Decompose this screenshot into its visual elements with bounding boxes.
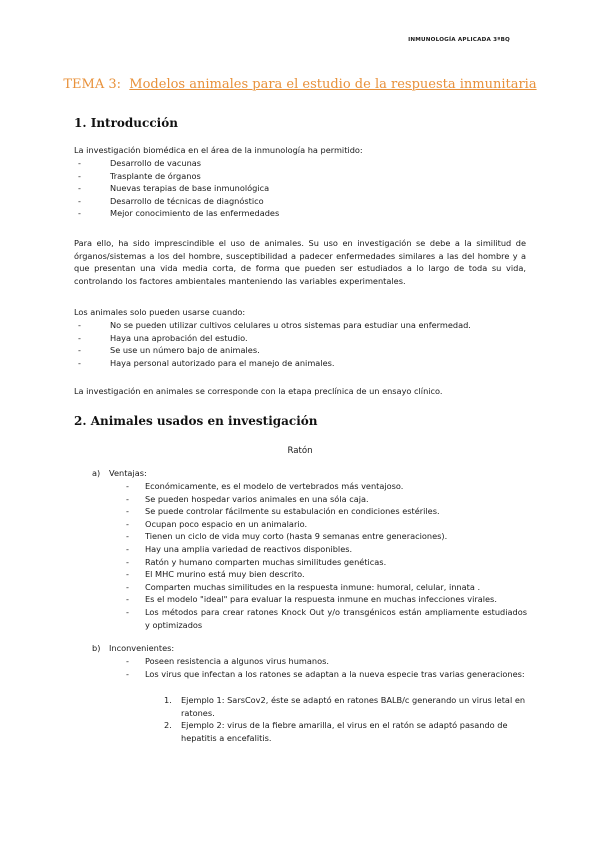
- list-item: - Nuevas terapias de base inmunológica: [78, 183, 270, 194]
- list-item: - Mejor conocimiento de las enfermedades: [78, 208, 280, 219]
- heading-animals-used: 2. Animales usados en investigación: [74, 414, 318, 428]
- list-item: - Ocupan poco espacio en un animalario.: [126, 518, 308, 529]
- list-item: - Hay una amplia variedad de reactivos disponibles.: [126, 543, 353, 554]
- list-item: - Se pueden hospedar varios animales en una sóla caja.: [126, 493, 369, 504]
- list-item: - Haya una aprobación del estudio.: [78, 332, 248, 343]
- list-item: - Comparten muchas similitudes en la respuesta inmune: humoral, celular, innata .: [126, 581, 481, 592]
- list-item: - Los virus que infectan a los ratones se adaptan a la nueva especie tras varias generaciones:: [126, 668, 525, 679]
- list-item: - Es el modelo "ideal" para evaluar la respuesta inmune en muchas infecciones virales.: [126, 594, 497, 605]
- list-item: - No se pueden utilizar cultivos celulares u otros sistemas para estudiar una enfermedad.: [78, 320, 471, 330]
- list-item: 1. Ejemplo 1: SarsCov2, éste se adaptó en ratones BALB/c generando un virus letal en ratones.: [164, 695, 526, 718]
- usage-conditions-list: [78, 319, 526, 369]
- list-item: - Poseen resistencia a algunos virus humanos.: [126, 656, 329, 666]
- title-prefix: TEMA 3:: [63, 77, 122, 92]
- animal-name-heading: Ratón: [287, 446, 313, 456]
- list-item: - Haya personal autorizado para el manejo de animales.: [78, 357, 335, 368]
- list-item: - Los métodos para crear ratones Knock Out y/o transgénicos están ampliamente estudiados y optimizados: [126, 606, 527, 630]
- list-item: - Trasplante de órganos: [78, 170, 201, 181]
- list-item: 2. Ejemplo 2: virus de la fiebre amarilla, el virus en el ratón se adaptó pasando de hepatitis a encefalitis.: [164, 720, 508, 743]
- list-item: - El MHC murino está muy bien descrito.: [126, 569, 305, 580]
- title-topic: Modelos animales para el estudio de la respuesta inmunitaria: [129, 77, 537, 92]
- list-item: - Desarrollo de vacunas: [78, 158, 202, 168]
- document-title: [0, 77, 600, 92]
- list-item: - Ratón y humano comparten muchas similitudes genéticas.: [126, 556, 387, 567]
- disadvantages-list: [126, 655, 527, 680]
- animals-use-paragraph: Para ello, ha sido imprescindible el uso de animales. Su uso en investigación se debe a la similitud de órganos/sistemas a los del hombre, susceptibilidad a padecer enfermedades similares a las del hombre y a que presentan una vida media corta, de forma que pueden ser estudiados a lo largo de toda su vida, controlando los factores ambientales manteniendo las variables experimentales.: [74, 238, 526, 286]
- header-subject-tag: INMUNOLOGÍA APLICADA 3ºBQ: [408, 37, 510, 43]
- examples-list: [164, 694, 527, 744]
- intro-list: [78, 157, 526, 220]
- usage-conditions-intro: Los animales solo pueden usarse cuando:: [74, 307, 246, 317]
- advantages-list: [126, 480, 527, 631]
- list-item: - Tienen un ciclo de vida muy corto (hasta 9 semanas entre generaciones).: [126, 531, 448, 542]
- list-item: - Se use un número bajo de animales.: [78, 345, 260, 356]
- heading-introduction: 1. Introducción: [74, 116, 178, 130]
- intro-paragraph: La investigación biomédica en el área de la inmunología ha permitido:: [74, 145, 363, 155]
- list-item: - Se puede controlar fácilmente su estabulación en condiciones estériles.: [126, 506, 440, 517]
- list-item: - Desarrollo de técnicas de diagnóstico: [78, 195, 264, 206]
- list-item: - Económicamente, es el modelo de vertebrados más ventajoso.: [126, 481, 404, 491]
- preclinical-paragraph: La investigación en animales se corresponde con la etapa preclínica de un ensayo clínico.: [74, 386, 443, 396]
